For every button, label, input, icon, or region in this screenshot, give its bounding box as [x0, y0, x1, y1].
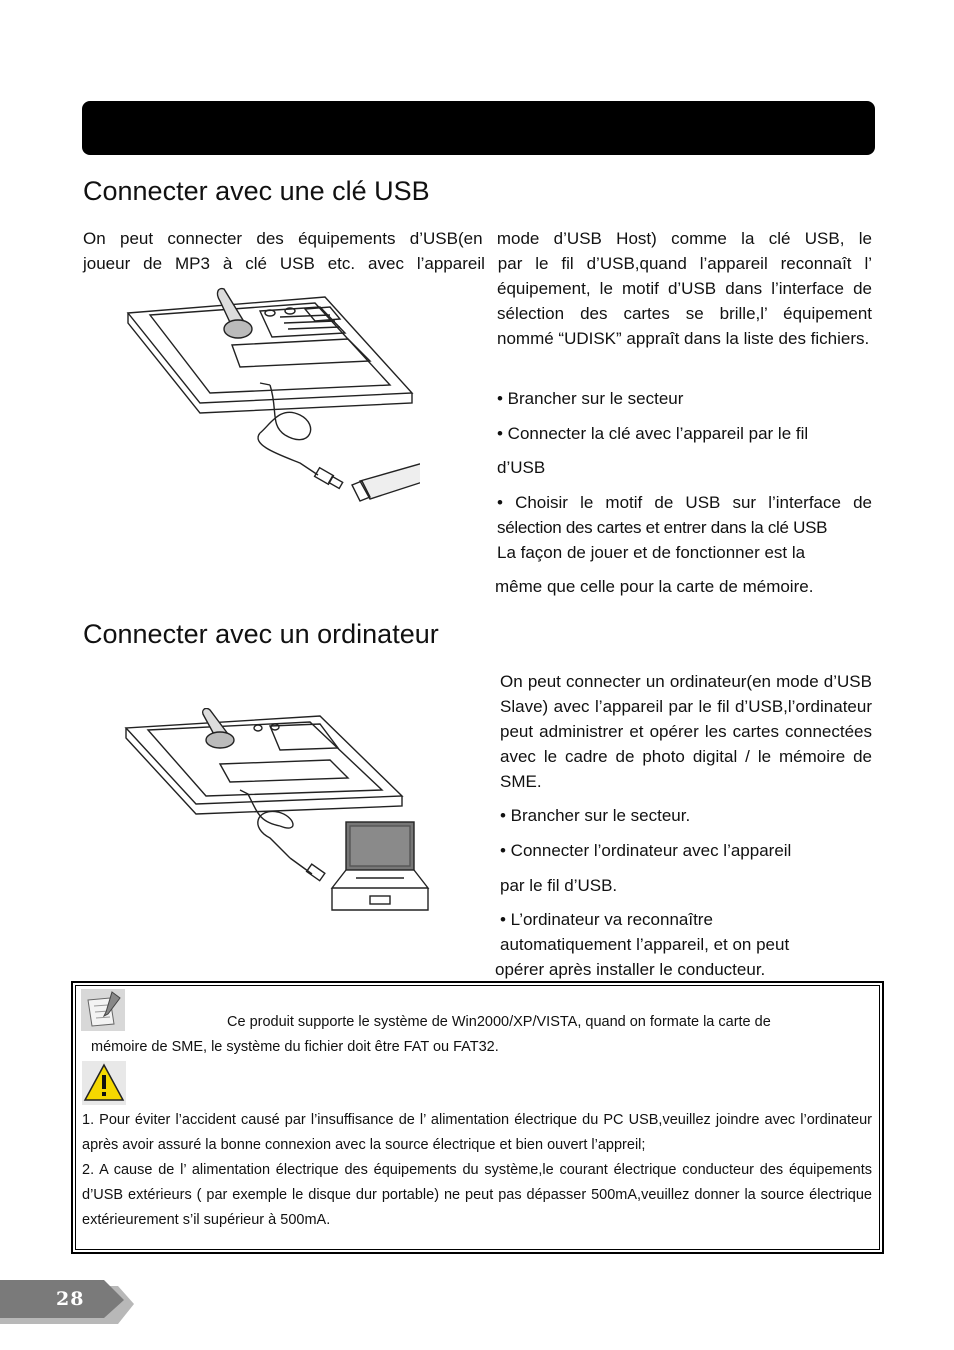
pc-bullet-3-cont: automatiquement l’appareil, et on peut: [500, 935, 790, 954]
note-box: [71, 981, 884, 1254]
usb-bullet-3-cont: sélection des cartes et entrer dans la clé USB: [497, 518, 828, 537]
note-line-2: mémoire de SME, le système du fichier doit être FAT ou FAT32.: [91, 1039, 499, 1055]
section-title-usb: Connecter avec une clé USB: [83, 176, 430, 206]
usb-bullet-1: • Brancher sur le secteur: [497, 389, 684, 408]
warning-item-2: 2. A cause de l’ alimentation électrique des équipements du système,le courant électrique conducteur des équipements d’USB extérieurs ( par exemple le disque dur portable) ne peut pas dépasser 500mA,veuillez donner la source électrique extérieurement s’il supérieur à 500mA.: [82, 1162, 872, 1228]
page-number: 28: [56, 1288, 85, 1310]
usb-intro-line2: joueur de MP3 à clé USB etc. avec l’appareil par le fil d’USB,quand l’appareil reconnaît l’: [83, 254, 872, 273]
section-title-pc: Connecter avec un ordinateur: [83, 619, 439, 649]
pc-bullet-2: • Connecter l’ordinateur avec l’appareil: [500, 841, 792, 860]
note-pad-icon: [80, 988, 126, 1032]
pc-bullet-3-cont2: opérer après installer le conducteur.: [495, 960, 766, 979]
frame-computer-illustration: [120, 708, 440, 918]
pc-bullet-1: • Brancher sur le secteur.: [500, 806, 691, 825]
usb-intro-continued: équipement, le motif d’USB dans l’interface de sélection des cartes se brille,l’ équipement nommé “UDISK” appraît dans la liste des fichiers.: [497, 279, 872, 348]
pc-bullet-3: • L’ordinateur va reconnaître: [500, 910, 713, 929]
warning-triangle-icon: [81, 1060, 127, 1106]
pc-intro: On peut connecter un ordinateur(en mode d’USB Slave) avec l’appareil par le fil d’USB,l’ordinateur peut administrer et opérer les cartes connectées avec le cadre de photo digital / le mémoire de SME.: [500, 672, 872, 791]
usb-bullet-2: • Connecter la clé avec l’appareil par le fil: [497, 424, 809, 443]
note-line-1: Ce produit supporte le système de Win2000/XP/VISTA, quand on formate la carte de: [227, 1014, 771, 1030]
usb-play-line-2: même que celle pour la carte de mémoire.: [495, 577, 814, 596]
usb-bullet-2-cont: d’USB: [497, 458, 546, 477]
usb-bullet-3: • Choisir le motif de USB sur l’interface de: [497, 493, 872, 512]
usb-intro-line1: On peut connecter des équipements d’USB(en mode d’USB Host) comme la clé USB, le: [83, 229, 872, 248]
usb-play-line-1: La façon de jouer et de fonctionner est la: [497, 543, 806, 562]
warning-item-1: 1. Pour éviter l’accident causé par l’insuffisance de l’ alimentation électrique du PC USB,veuillez joindre avec l’ordinateur après avoir assuré la bonne connexion avec la source électrique et bien ouvert l’appreil;: [82, 1112, 872, 1153]
header-bar: [82, 101, 875, 155]
frame-usb-key-illustration: [120, 285, 420, 505]
pc-bullet-2-cont: par le fil d’USB.: [500, 876, 618, 895]
